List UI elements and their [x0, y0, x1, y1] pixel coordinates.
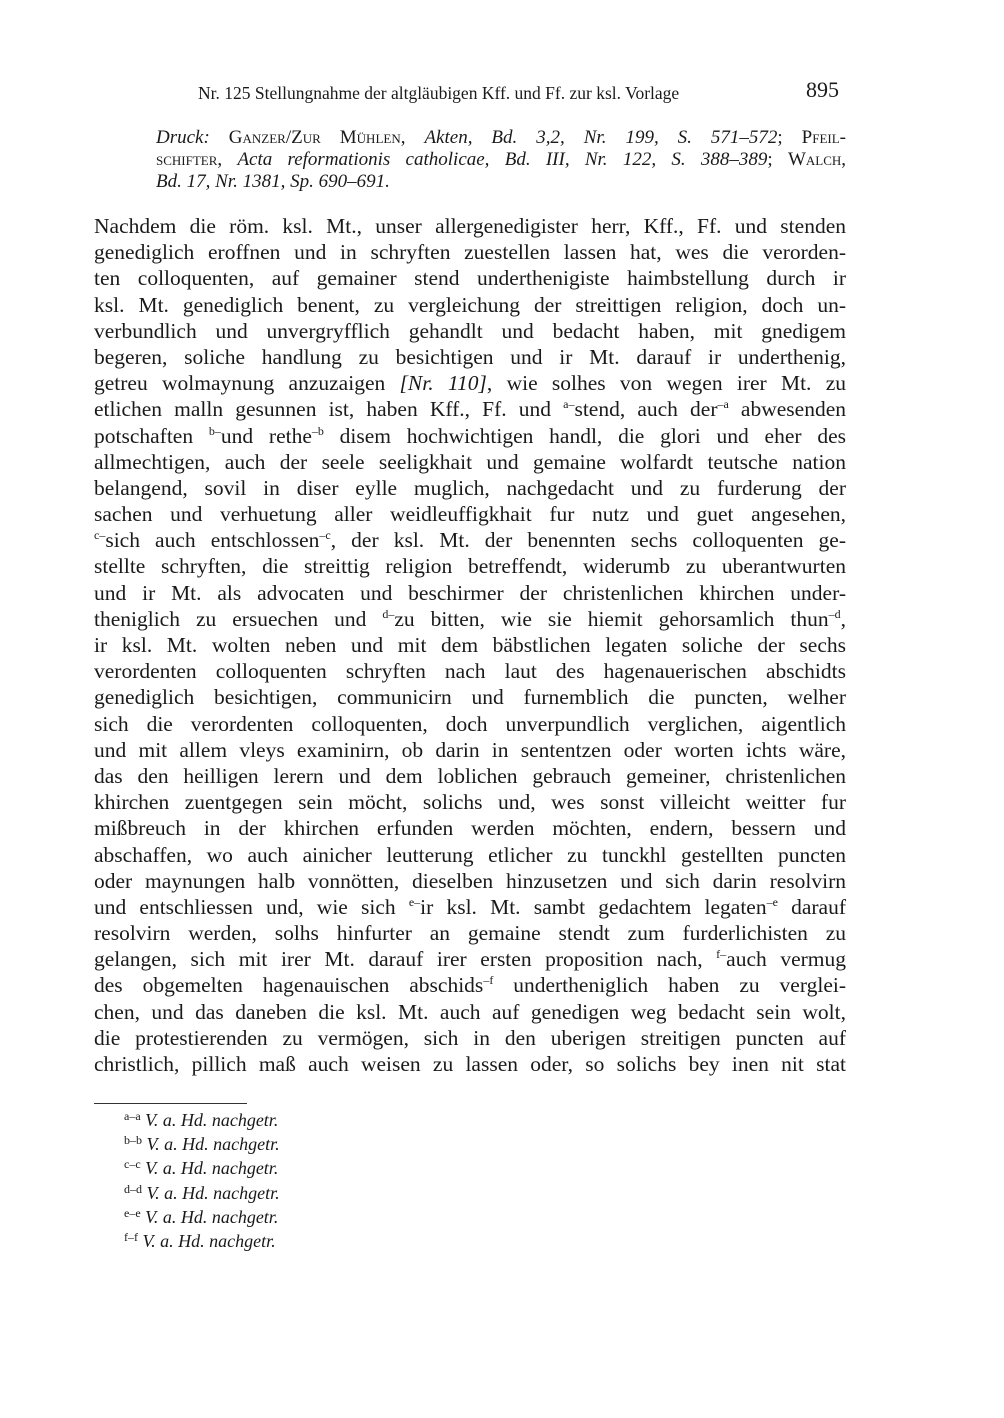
footnote-text: V. a. Hd. nachgetr.: [145, 1158, 279, 1179]
footnote: [124, 1181, 280, 1205]
text-segment: ir ksl. Mt. sambt gedachtem legaten: [420, 894, 767, 919]
footnote-label: b–b: [124, 1133, 142, 1148]
text-line: chen, und das daneben die ksl. Mt. auch auf genedigen weg bedacht sein wolt,: [94, 999, 846, 1024]
ref-author: schifter,: [156, 149, 223, 170]
footnote: [124, 1108, 280, 1132]
footnote-divider: [94, 1103, 247, 1104]
text-segment: potschaften: [94, 423, 209, 448]
text-line: stellte schryften, die streittig religion betreffendt, widerumb zu uberantwurten: [94, 554, 846, 579]
text-line: genediglich eroffnen und in schryften zuestellen lassen hat, wes die verorden-: [94, 240, 846, 265]
text-line: [94, 396, 846, 422]
text-segment: sich auch entschlossen: [105, 528, 320, 553]
footnote-label: c–c: [124, 1157, 141, 1172]
text-line: die protestierenden zu vermögen, sich in den uberigen streitigen puncten auf: [94, 1025, 846, 1050]
text-segment: , wie solhes von wegen irer Mt. zu: [486, 371, 847, 396]
footnote-label: e–e: [124, 1205, 141, 1220]
source-line: [156, 171, 846, 193]
footnote-mark: –f: [483, 973, 494, 988]
text-line: ten colloquenten, auf gemainer stend underthenigiste haimbstellung durch ir: [94, 266, 846, 291]
ref-author: Walch,: [787, 149, 847, 170]
footnote: [124, 1229, 280, 1253]
text-line: das den heilligen lerern und dem loblichen gebrauch gemeiner, christenlichen: [94, 763, 846, 788]
ref-separator: ;: [767, 149, 773, 170]
druck-label: Druck:: [156, 127, 210, 148]
ref-work: Acta reformationis catholicae, Bd. III, Nr. 122, S. 388–389: [237, 149, 768, 170]
footnote-mark: –c: [319, 528, 331, 543]
main-text: [94, 213, 846, 1077]
text-line: [94, 423, 846, 449]
text-line: allmechtigen, auch der seele seeligkhait und gemaine wolfardt teutsche nation: [94, 449, 846, 474]
footnote-mark: –d: [828, 606, 841, 621]
text-segment: disem hochwichtigen handl, die glori und eher des: [323, 423, 846, 448]
text-line: [94, 527, 846, 553]
text-segment: getreu wolmaynung anzuzaigen: [94, 371, 400, 396]
text-line: verordenten colloquenten schryften nach laut des hagenauerischen abschidts: [94, 659, 846, 684]
text-segment: zu bitten, wie sie hiemit gehorsamlich thun: [394, 606, 829, 631]
text-segment: gelangen, sich mit irer Mt. darauf irer ersten proposition nach,: [94, 947, 717, 972]
text-line: sich die verordenten colloquenten, doch unverpundlich verglichen, aigentlich: [94, 711, 846, 736]
ref-work: Akten, Bd. 3,2, Nr. 199, S. 571–572: [424, 127, 778, 148]
footnote-mark: –a: [717, 397, 729, 412]
text-segment: , der ksl. Mt. der benennten sechs colloquenten ge-: [330, 528, 846, 553]
text-line: oder maynungen halb vonnötten, dieselben hinzusetzen und sich darin resolvirn: [94, 868, 846, 893]
source-note: [156, 127, 846, 193]
text-line: [94, 370, 846, 396]
footnote-text: V. a. Hd. nachgetr.: [145, 1206, 279, 1227]
footnote-mark: –b: [311, 423, 324, 438]
footnote: [124, 1156, 280, 1180]
page-number: 895: [806, 77, 839, 102]
footnotes: [124, 1108, 280, 1253]
text-segment: undertheniglich haben zu verglei-: [493, 973, 846, 998]
text-segment: etlichen malln gesunnen ist, haben Kff., Ff. und: [94, 397, 564, 422]
footnote-mark: d–: [382, 606, 395, 621]
footnote-text: V. a. Hd. nachgetr.: [146, 1134, 280, 1155]
text-line: sachen und verhuetung aller weidleuffigkhait fur nutz und guet angesehen,: [94, 502, 846, 527]
text-line: genediglich besichtigen, communicirn und furnemblich die puncten, welher: [94, 685, 846, 710]
source-line: [156, 127, 846, 149]
text-segment: stend, auch der: [574, 397, 718, 422]
footnote-text: V. a. Hd. nachgetr.: [142, 1230, 276, 1251]
text-segment: darauf: [777, 894, 846, 919]
footnote-text: V. a. Hd. nachgetr.: [146, 1182, 280, 1203]
text-line: mißbreuch in der khirchen erfunden werden möchten, endern, bessern und: [94, 816, 846, 841]
text-segment: des obgemelten hagenauischen abschids: [94, 973, 484, 998]
text-line: [94, 894, 846, 920]
ref-author: Ganzer/Zur Mühlen,: [228, 127, 406, 148]
text-line: resolvirn werden, solhs hinfurter an gemaine stendt zum furderlichisten zu: [94, 921, 846, 946]
text-line: khirchen zuentgegen sein möcht, solichs und, wes sonst villeicht weitter fur: [94, 790, 846, 815]
footnote-mark: e–: [408, 894, 421, 909]
footnote-mark: a–: [563, 397, 575, 412]
text-line: Nachdem die röm. ksl. Mt., unser allergenedigister herr, Kff., Ff. und stenden: [94, 214, 846, 238]
footnote-mark: b–: [208, 423, 221, 438]
text-line: [94, 972, 846, 998]
text-segment: und entschliessen und, wie sich: [94, 894, 409, 919]
footnote: [124, 1132, 280, 1156]
text-line: ksl. Mt. genediglich benent, zu vergleichung der streittigen religion, doch un-: [94, 292, 846, 317]
footnote-text: V. a. Hd. nachgetr.: [145, 1110, 279, 1130]
text-line: belangend, sovil in diser eylle muglich, nachgedacht und zu furderung der: [94, 475, 846, 500]
footnote-mark: f–: [716, 947, 727, 962]
footnote: [124, 1205, 280, 1229]
footnote-label: f–f: [124, 1229, 138, 1244]
text-line: christlich, pillich maß auch weisen zu lassen oder, so solichs bey inen nit stat: [94, 1052, 846, 1076]
text-line: abschaffen, wo auch ainicher leutterung etlicher zu tunckhl gestellten puncten: [94, 842, 846, 867]
running-title: Nr. 125 Stellungnahme der altgläubigen Kff. und Ff. zur ksl. Vorlage: [198, 83, 680, 103]
text-segment: ,: [840, 606, 846, 631]
text-segment: und rethe: [220, 423, 312, 448]
text-segment: abwesenden: [728, 397, 846, 422]
ref-author: Pfeil-: [801, 127, 847, 148]
source-line: [156, 149, 846, 171]
text-segment: auch vermug: [726, 947, 846, 972]
text-line: verbundlich und unvergryfflich gehandlt und bedacht haben, mit gnedigem: [94, 318, 846, 343]
text-line: [94, 946, 846, 972]
footnote-mark: –e: [766, 894, 778, 909]
text-line: und mit allem vleys examinirn, ob darin in sententzen oder worten ichts wäre,: [94, 737, 846, 762]
text-line: begeren, soliche handlung zu besichtigen und ir Mt. darauf ir underthenig,: [94, 344, 846, 369]
ref-separator: ;: [777, 127, 783, 148]
ref-work: Bd. 17, Nr. 1381, Sp. 690–691.: [156, 171, 390, 192]
text-line: [94, 606, 846, 632]
footnote-label: a–a: [124, 1109, 141, 1123]
cross-reference: [Nr. 110]: [399, 371, 487, 396]
text-line: ir ksl. Mt. wolten neben und mit dem bäbstlichen legaten soliche der sechs: [94, 633, 846, 657]
footnote-label: d–d: [124, 1181, 142, 1196]
footnote-mark: c–: [94, 528, 106, 543]
running-header: [0, 76, 1004, 110]
text-line: und ir Mt. als advocaten und beschirmer der christenlichen khirchen under-: [94, 580, 846, 605]
text-segment: theniglich zu ersuechen und: [94, 606, 383, 631]
